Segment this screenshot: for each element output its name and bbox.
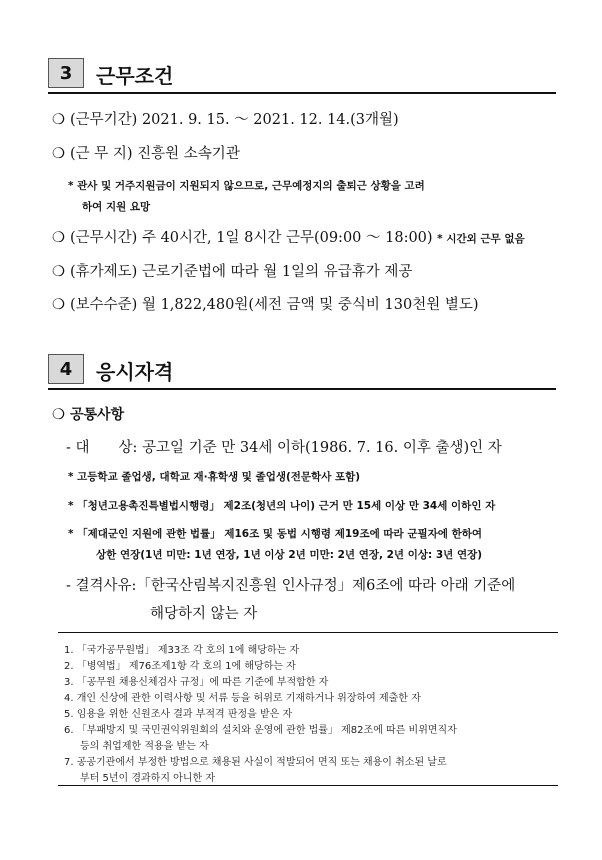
section-title: 근무조건 [96, 64, 174, 88]
circle-bullet-icon: ❍ [52, 264, 65, 280]
note-workplace: * 관사 및 거주지원금이 지원되지 않으므로, 근무예정지의 출퇴근 상황을 고려 [68, 180, 425, 192]
note-veteran-cont: 상한 연장(1년 미만: 1년 연장, 1년 이상 2년 미만: 2년 연장, 2년 이상: 3년 연장) [96, 549, 483, 561]
circle-bullet-icon: ❍ [52, 146, 65, 162]
circle-bullet-icon: ❍ [52, 407, 65, 423]
note-education: * 고등학교 졸업생, 대학교 재·휴학생 및 졸업생(전문학사 포함) [68, 471, 361, 483]
subhead-common: ❍ 공통사항 [52, 407, 125, 423]
section-4-header [48, 354, 556, 390]
list-item-cont: 등의 취업제한 적용을 받는 자 [80, 741, 209, 752]
note-veteran: * 「제대군인 지원에 관한 법률」 제16조 및 동법 시행령 제19조에 따라 군필자에 한하여 [68, 528, 483, 540]
list-item-vacation: ❍ (휴가제도) 근로기준법에 따라 월 1일의 유급휴가 제공 [52, 264, 413, 280]
circle-bullet-icon: ❍ [52, 112, 65, 128]
section-number: 3 [48, 58, 84, 88]
list-item-workplace: ❍ (근 무 지) 진흥원 소속기관 [52, 146, 240, 162]
section-title: 응시자격 [96, 360, 174, 384]
disqualification-list-box [58, 632, 558, 786]
section-3-header [48, 58, 556, 94]
list-item: 7. 공공기관에서 부정한 방법으로 채용된 사실이 적발되어 면직 또는 채용이 취소된 날로 [64, 757, 447, 768]
list-item-salary: ❍ (보수수준) 월 1,822,480원(세전 금액 및 중식비 130천원 별도) [52, 297, 479, 313]
list-item-cont: 부터 5년이 경과하지 아니한 자 [80, 773, 215, 784]
list-item: 1. 「국가공무원법」 제33조 각 호의 1에 해당하는 자 [64, 645, 300, 656]
list-item: 3. 「공무원 채용신체검사 규정」에 따른 기준에 부적합한 자 [64, 677, 329, 688]
disqualification-line-cont: 해당하지 않는 자 [150, 606, 258, 622]
circle-bullet-icon: ❍ [52, 297, 65, 313]
list-item-period: ❍ (근무기간) 2021. 9. 15. ～ 2021. 12. 14.(3개월) [52, 112, 399, 128]
note-hours: * 시간외 근무 없음 [437, 233, 525, 245]
circle-bullet-icon: ❍ [52, 230, 65, 246]
note-workplace-cont: 하여 지원 요망 [82, 201, 151, 213]
list-item-hours: ❍ (근무시간) 주 40시간, 1일 8시간 근무(09:00 ～ 18:00) * 시간외 근무 없음 [52, 230, 525, 246]
section-number: 4 [48, 354, 84, 384]
list-item: 6. 「부패방지 및 국민권익위원회의 설치와 운영에 관한 법률」 제82조에 따른 비위면직자 [64, 725, 457, 736]
note-youth-law: * 「청년고용촉진특별법시행령」 제2조(청년의 나이) 근거 만 15세 이상 만 34세 이하인 자 [68, 500, 496, 512]
list-item: 5. 임용을 위한 신원조사 결과 부적격 판정을 받은 자 [64, 709, 293, 720]
disqualification-line: - 결격사유:「한국산림복지진흥원 인사규정」제6조에 따라 아래 기준에 [66, 578, 516, 594]
list-item: 2. 「병역법」 제76조제1항 각 호의 1에 해당하는 자 [64, 661, 296, 672]
list-item: 4. 개인 신상에 관한 이력사항 및 서류 등을 허위로 기재하거나 위장하여 제출한 자 [64, 693, 421, 704]
target-line: - 대 상: 공고일 기준 만 34세 이하(1986. 7. 16. 이후 출생)인 자 [66, 440, 502, 456]
